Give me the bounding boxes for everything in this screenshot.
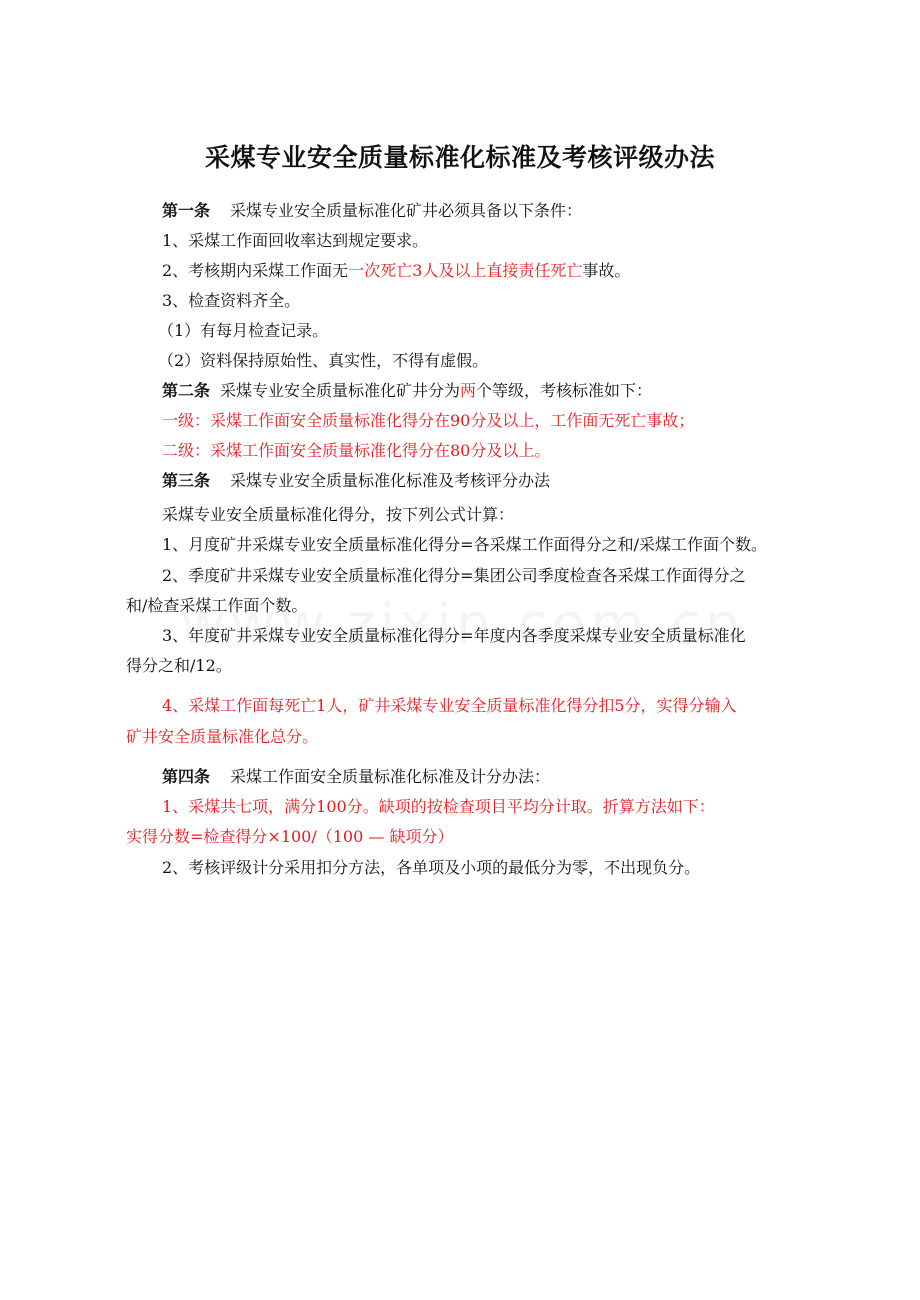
article-2-text-highlight: 两	[460, 381, 477, 400]
article-3-formula-3-line-2: 得分之和/12。	[126, 656, 232, 675]
article-1-label: 第一条	[162, 201, 211, 220]
article-1-item-2-highlight: 一次死亡3人及以上直接责任死亡	[348, 261, 583, 280]
article-3-label: 第三条	[162, 471, 211, 490]
article-3-formula-1: 1、月度矿井采煤专业安全质量标准化得分=各采煤工作面得分之和/采煤工作面个数。	[162, 535, 767, 554]
article-2-label: 第二条	[162, 381, 211, 400]
article-1-text: 采煤专业安全质量标准化矿井必须具备以下条件：	[230, 201, 583, 220]
article-2-text-a: 采煤专业安全质量标准化矿井分为	[220, 381, 461, 400]
article-1-item-2-part-c: 事故。	[582, 261, 631, 280]
article-3-formula-2-line-1: 2、季度矿井采煤专业安全质量标准化得分=集团公司季度检查各采煤工作面得分之	[162, 566, 746, 585]
article-1-item-3: 3、检查资料齐全。	[162, 291, 301, 310]
article-4-formula: 实得分数=检查得分×100/（100 — 缺项分）	[126, 827, 454, 846]
article-3-formula-3-line-1: 3、年度矿井采煤专业安全质量标准化得分=年度内各季度采煤专业安全质量标准化	[162, 626, 746, 645]
article-2-text-c: 个等级，考核标准如下：	[476, 381, 653, 400]
article-1-item-2-part-a: 2、考核期内采煤工作面无	[162, 261, 349, 280]
article-1-sub-1: （1）有每月检查记录。	[158, 321, 329, 340]
document-title: 采煤专业安全质量标准化标准及考核评级办法	[204, 143, 715, 172]
article-3-heading	[162, 471, 892, 491]
article-4-item-2: 2、考核评级计分采用扣分方法，各单项及小项的最低分为零，不出现负分。	[162, 858, 701, 877]
article-3-formula-4-line-1: 4、采煤工作面每死亡1人，矿井采煤专业安全质量标准化得分扣5分，实得分输入	[162, 696, 737, 715]
article-1-item-1: 1、采煤工作面回收率达到规定要求。	[162, 231, 429, 250]
article-3-intro: 采煤专业安全质量标准化得分，按下列公式计算：	[162, 505, 515, 524]
article-4-heading	[162, 767, 892, 787]
article-1-item-2	[162, 261, 892, 281]
article-3-formula-2-line-2: 和/检查采煤工作面个数。	[126, 596, 308, 615]
article-4-text: 采煤工作面安全质量标准化标准及计分办法：	[230, 767, 551, 786]
article-4-label: 第四条	[162, 767, 211, 786]
article-2-heading	[162, 381, 892, 401]
article-1-heading	[162, 201, 892, 221]
article-4-item-1: 1、采煤共七项，满分100分。缺项的按检查项目平均分计取。折算方法如下：	[162, 797, 715, 816]
article-2-level-2: 二级：采煤工作面安全质量标准化得分在80分及以上。	[162, 441, 551, 460]
article-3-formula-4-line-2: 矿井安全质量标准化总分。	[126, 727, 319, 746]
article-3-text: 采煤专业安全质量标准化标准及考核评分办法	[230, 471, 551, 490]
article-1-sub-2: （2）资料保持原始性、真实性，不得有虚假。	[158, 351, 489, 370]
article-2-level-1: 一级：采煤工作面安全质量标准化得分在90分及以上，工作面无死亡事故；	[162, 411, 695, 430]
